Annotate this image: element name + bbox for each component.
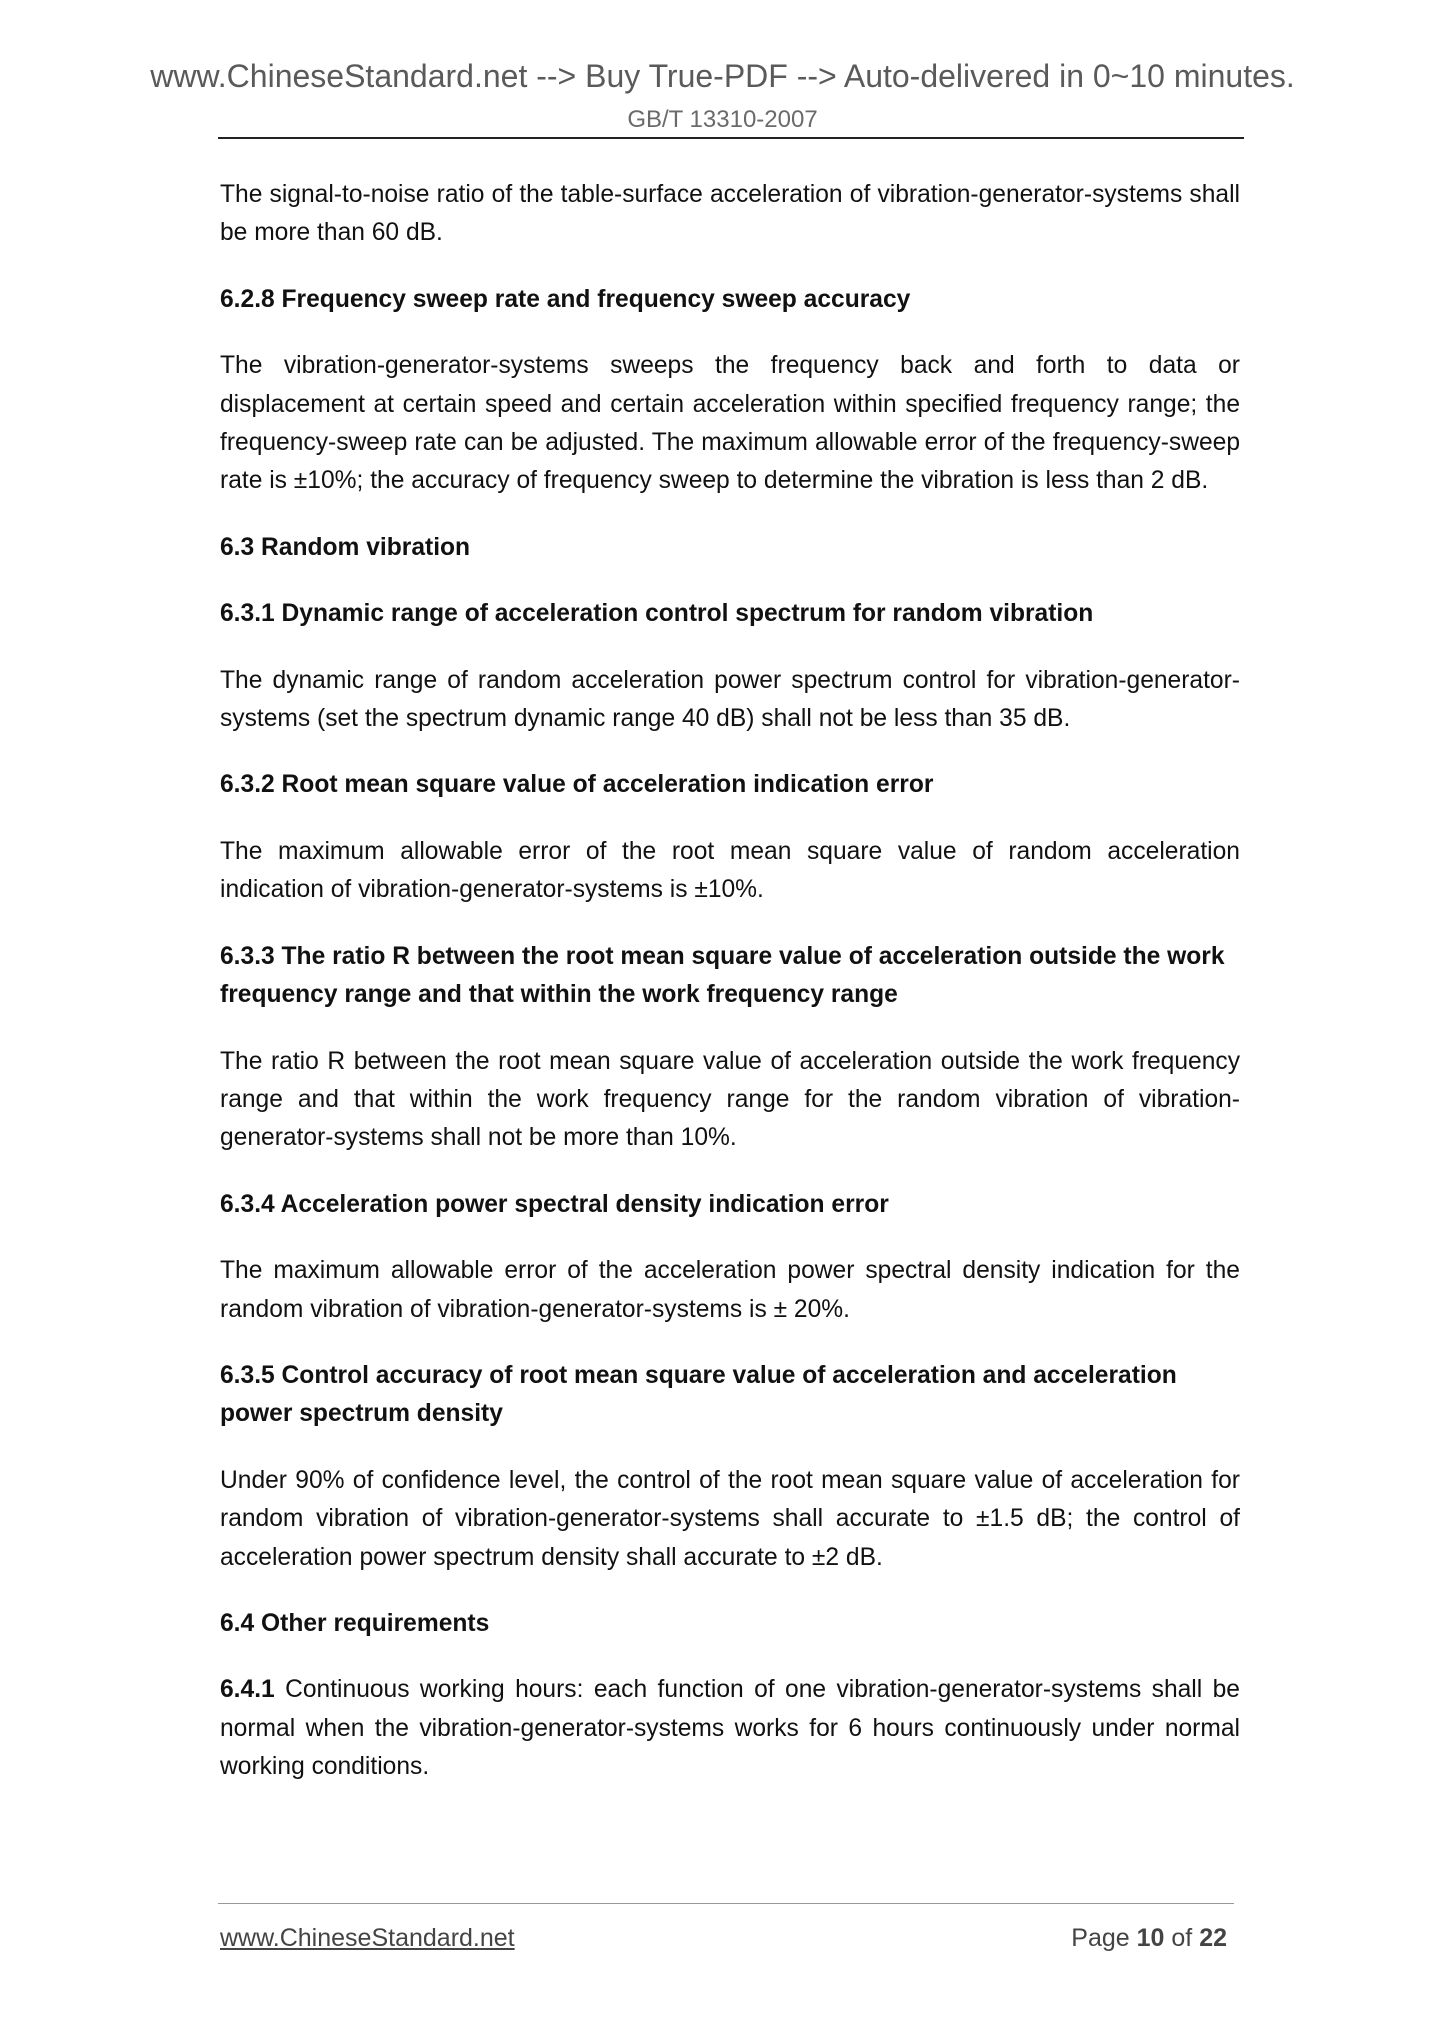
paragraph-6-2-8: The vibration-generator-systems sweeps the frequency back and forth to data or displacement at certain speed and certain acceleration within specified frequency range; the frequency-sweep rate can be adjusted. The maximum allowable error of the frequency-sweep rate is ±10%; the accuracy of frequency sweep to determine the vibration is less than 2 dB. — [220, 352, 1240, 495]
paragraph-6-3-5: Under 90% of confidence level, the control of the root mean square value of acceleration for random vibration of vibration-generator-systems shall accurate to ±1.5 dB; the control of acceleration power spectrum density shall accurate to ±2 dB. — [220, 1466, 1240, 1571]
page-current: 10 — [1136, 1924, 1165, 1952]
page-total: 22 — [1199, 1924, 1227, 1952]
paragraph-6-4-1 — [220, 1671, 1240, 1786]
standard-number: GB/T 13310-2007 — [627, 106, 818, 133]
header-divider — [218, 137, 1244, 139]
paragraph-6-3-3: The ratio R between the root mean square value of acceleration outside the work frequency range and that within the work frequency range for the random vibration of vibration-generator-systems shall not be more than 10%. — [220, 1047, 1240, 1152]
paragraph-6-3-4: The maximum allowable error of the acceleration power spectral density indication for the random vibration of vibration-generator-systems is ± 20%. — [220, 1257, 1240, 1323]
of-word: of — [1171, 1924, 1193, 1952]
paragraph-6-3-2: The maximum allowable error of the root mean square value of random acceleration indication of vibration-generator-systems is ±10%. — [220, 837, 1240, 904]
footer-divider — [218, 1903, 1234, 1904]
heading-6-3-2: 6.3.2 Root mean square value of acceleration indication error — [220, 771, 934, 799]
heading-6-4: 6.4 Other requirements — [220, 1609, 490, 1637]
paragraph-6-3-1: The dynamic range of random acceleration power spectrum control for vibration-generator-systems (set the spectrum dynamic range 40 dB) shall not be less than 35 dB. — [220, 666, 1240, 733]
page-word: Page — [1071, 1924, 1130, 1952]
heading-6-2-8: 6.2.8 Frequency sweep rate and frequency sweep accuracy — [220, 285, 911, 313]
heading-6-3-5: 6.3.5 Control accuracy of root mean square value of acceleration and acceleration power spectrum density — [220, 1361, 1177, 1428]
heading-6-3: 6.3 Random vibration — [220, 533, 471, 561]
heading-6-3-1: 6.3.1 Dynamic range of acceleration control spectrum for random vibration — [220, 600, 1094, 628]
document-body — [220, 176, 1240, 1815]
header-banner: www.ChineseStandard.net --> Buy True-PDF --> Auto-delivered in 0~10 minutes. — [150, 58, 1295, 94]
heading-6-3-4: 6.3.4 Acceleration power spectral density indication error — [220, 1190, 889, 1218]
paragraph-6-4-1-text: Continuous working hours: each function of one vibration-generator-systems shall be normal when the vibration-generator-systems works for 6 hours continuously under normal working conditions. — [220, 1676, 1240, 1781]
heading-6-3-3: 6.3.3 The ratio R between the root mean square value of acceleration outside the work frequency range and that within the work frequency range — [220, 942, 1225, 1009]
page-indicator — [1071, 1924, 1227, 1953]
clause-number-6-4-1: 6.4.1 — [220, 1676, 275, 1704]
footer-site-link[interactable]: www.ChineseStandard.net — [220, 1924, 515, 1952]
paragraph-snr: The signal-to-noise ratio of the table-surface acceleration of vibration-generator-systems shall be more than 60 dB. — [220, 181, 1240, 247]
